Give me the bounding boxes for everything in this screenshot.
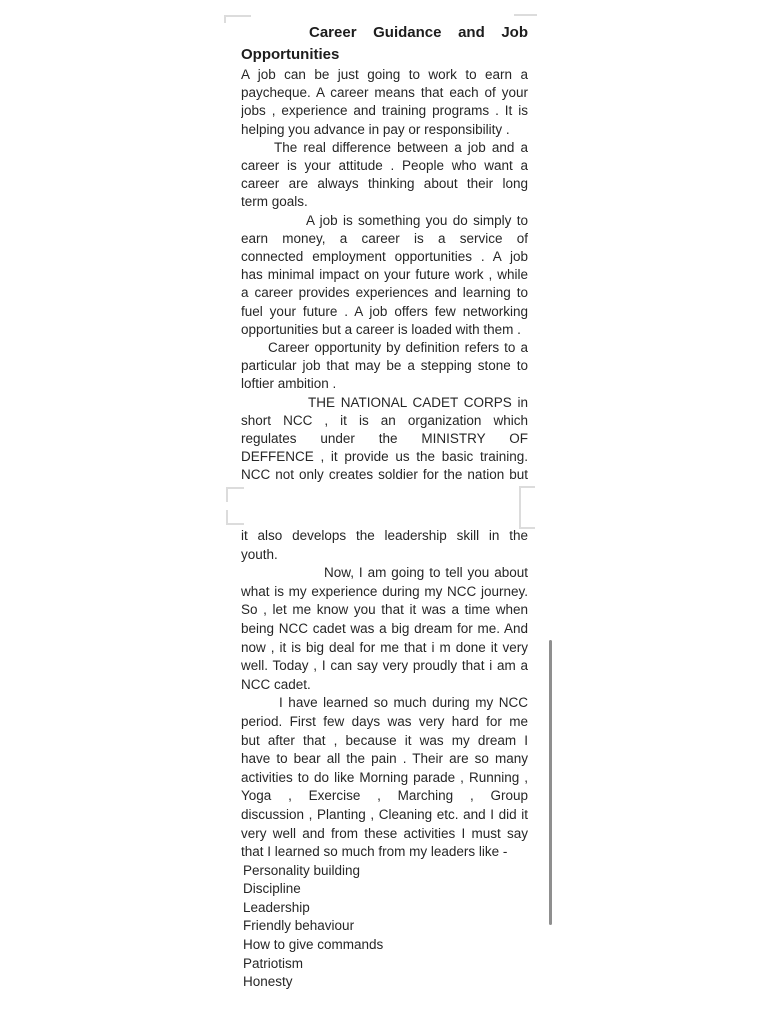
text-line: well. Today , I can say very proudly that i am a <box>241 658 528 674</box>
text-line: jobs , experience and training programs . It is <box>241 103 528 119</box>
paragraph-5 <box>241 394 528 485</box>
text-line: loftier ambition . <box>241 376 337 392</box>
page-break-mark-right <box>519 486 535 529</box>
paragraph-2 <box>241 139 528 212</box>
text-line: opportunities but a career is loaded with them . <box>241 321 521 337</box>
text-line: DEFFENCE , it provide us the basic training. <box>241 449 528 465</box>
text-line: activities to do like Morning parade , Running , <box>241 769 528 785</box>
page-corner-mark-top-right <box>514 14 537 21</box>
text-line: career is your attitude . People who want a <box>241 158 528 174</box>
document-page-2 <box>241 527 528 992</box>
scrollbar-thumb[interactable] <box>549 640 552 925</box>
text-line: The real difference between a job and a <box>274 139 528 155</box>
text-line: A job can be just going to work to earn a <box>241 67 528 82</box>
text-line: Honesty <box>243 974 293 990</box>
text-line: THE NATIONAL CADET CORPS in <box>308 394 528 410</box>
text-line: Patriotism <box>243 955 304 971</box>
learned-qualities-list <box>241 862 528 992</box>
page-break-mark-left-top <box>226 487 244 502</box>
paragraph-1 <box>241 66 528 139</box>
heading-line: Career Guidance and Job <box>309 24 528 41</box>
text-line: Now, I am going to tell you about <box>324 565 528 581</box>
paragraph-3 <box>241 212 528 339</box>
text-line: Discipline <box>243 881 301 897</box>
text-line: fuel your future . A job offers few networking <box>241 303 528 319</box>
text-line: How to give commands <box>243 937 384 953</box>
text-line: a career provides experiences and learning to <box>241 285 528 301</box>
document-page-1 <box>241 22 528 485</box>
text-line: that I learned so much from my leaders like - <box>241 844 508 860</box>
text-line: youth. <box>241 546 278 562</box>
text-line: very well and from these activities I must say <box>241 825 528 841</box>
text-line: have to bear all the pain . Their are so many <box>241 751 528 767</box>
text-line: So , let me know you that it was a time when <box>241 602 528 618</box>
text-line: A job is something you do simply to <box>306 212 528 228</box>
text-line: Personality building <box>243 862 361 878</box>
text-line: short NCC , it is an organization which <box>241 412 528 428</box>
page-break-mark-left-bottom <box>226 510 244 525</box>
text-line: term goals. <box>241 194 308 210</box>
text-line: NCC not only creates soldier for the nation but <box>241 467 528 483</box>
text-line: helping you advance in pay or responsibility . <box>241 121 510 137</box>
text-line: Career opportunity by definition refers to a <box>268 340 528 356</box>
text-line: paycheque. A career means that each of your <box>241 85 528 101</box>
text-line: now , it is big deal for me that i m done it very <box>241 639 528 655</box>
text-line: particular job that may be a stepping stone to <box>241 358 528 374</box>
paragraph-7 <box>241 694 528 861</box>
text-line: what is my experience during my NCC journey. <box>241 583 528 599</box>
paragraph-5-continuation <box>241 527 528 564</box>
text-line: regulates under the MINISTRY OF <box>241 431 528 447</box>
text-line: connected employment opportunities . A job <box>241 249 528 265</box>
text-line: has minimal impact on your future work , while <box>241 267 528 283</box>
text-line: but after that , because it was my dream I <box>241 732 528 748</box>
text-line: being NCC cadet was a big dream for me. And <box>241 620 528 636</box>
text-line: Yoga , Exercise , Marching , Group <box>241 788 528 804</box>
text-line: it also develops the leadership skill in the <box>241 528 528 543</box>
text-line: discussion , Planting , Cleaning etc. and I did it <box>241 806 528 822</box>
text-line: NCC cadet. <box>241 676 311 692</box>
text-line: Friendly behaviour <box>243 918 355 934</box>
text-line: period. First few days was very hard for me <box>241 713 528 729</box>
paragraph-4 <box>241 339 528 394</box>
document-heading <box>241 22 528 66</box>
paragraph-6 <box>241 564 528 694</box>
heading-line: Opportunities <box>241 46 340 63</box>
text-line: I have learned so much during my NCC <box>279 695 528 711</box>
text-line: career are always thinking about their long <box>241 176 528 192</box>
text-line: Leadership <box>243 899 310 915</box>
text-line: earn money, a career is a service of <box>241 230 528 246</box>
